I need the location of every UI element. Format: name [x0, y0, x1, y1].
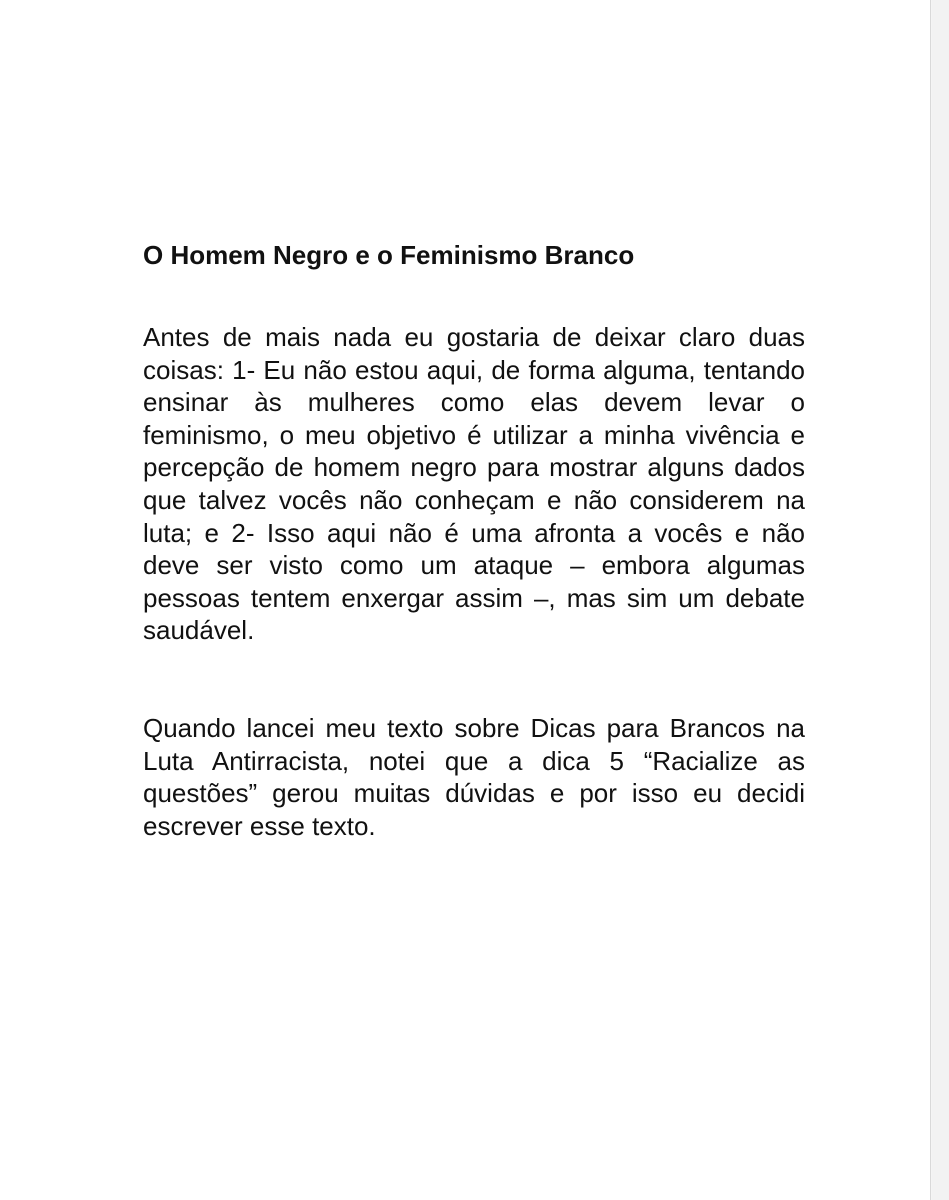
page-edge [932, 0, 949, 1200]
document-title: O Homem Negro e o Feminismo Branco [143, 240, 635, 270]
paragraph-intro: Antes de mais nada eu gostaria de deixar claro duas coisas: 1- Eu não estou aqui, de forma alguma, tentando ensinar às mulheres como elas devem levar o feminismo, o meu objetivo é utilizar a minha vivência e percepção de homem negro para mostrar alguns dados que talvez vocês não conheçam e não considerem na luta; e 2- Isso aqui não é uma afronta a vocês e não deve ser visto como um ataque – embora algumas pessoas tentem enxergar assim –, mas sim um debate saudável. [143, 322, 805, 646]
paragraph-context: Quando lancei meu texto sobre Dicas para Brancos na Luta Antirracista, notei que a dica 5 “Racialize as questões” gerou muitas dúvidas e por isso eu decidi escrever esse texto. [143, 712, 805, 841]
document-body [143, 236, 805, 842]
